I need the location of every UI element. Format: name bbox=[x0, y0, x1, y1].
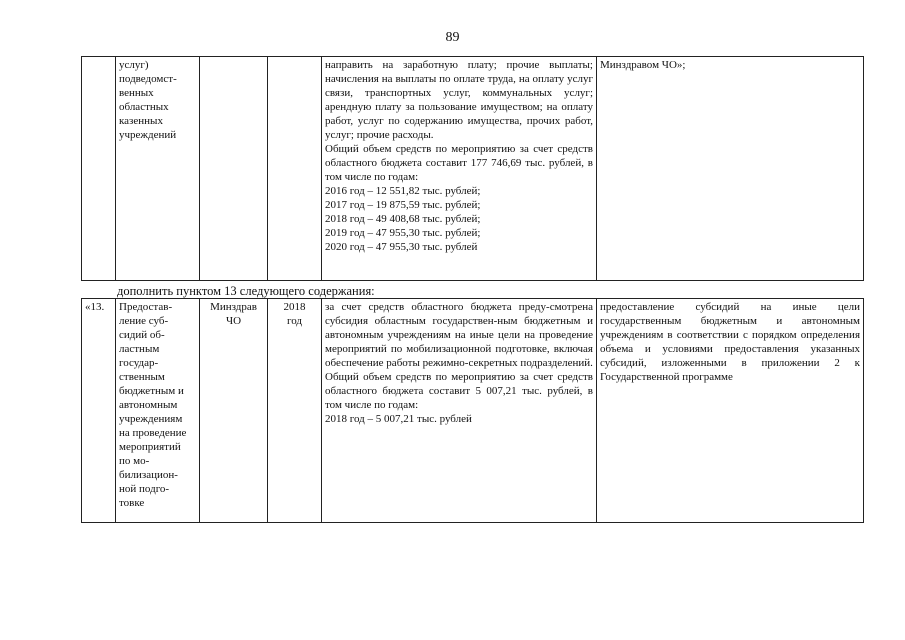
cell-number: «13. bbox=[82, 299, 116, 523]
page-number: 89 bbox=[445, 30, 460, 45]
cell-year: 2018 год bbox=[268, 299, 322, 523]
table-new-item bbox=[81, 298, 864, 523]
table-top-continuation bbox=[81, 56, 864, 281]
cell-number bbox=[82, 57, 116, 281]
cell-description: направить на заработную плату; прочие выплаты; начисления на выплаты по оплате труда, на оплату услуг связи, транспортных услуг, коммунальных услуг; арендную плату за пользование имуществом; на оплату работ, услуг по содержанию имущества, прочих работ, услуг; прочие расходы. Общий объем средств по мероприятию за счет средств областного бюджета составит 177 746,69 тыс. рублей, в том числе по годам: 2016 год – 12 551,82 тыс. рублей; 2017 год – 19 875,59 тыс. рублей; 2018 год – 49 408,68 тыс. рублей; 2019 год – 47 955,30 тыс. рублей; 2020 год – 47 955,30 тыс. рублей bbox=[322, 57, 597, 281]
cell-executor bbox=[200, 57, 268, 281]
cell-year bbox=[268, 57, 322, 281]
cell-description: за счет средств областного бюджета преду-смотрена субсидия областным государствен-ным бюджетным и автономным учреждениям на иные цели на проведение мероприятий по мобилизационной подготовке, включая обеспечение работы режимно-секретных подразделений. Общий объем средств по мероприятию за счет средств областного бюджета составит 5 007,21 тыс. рублей, в том числе по годам: 2018 год – 5 007,21 тыс. рублей bbox=[322, 299, 597, 523]
cell-right: Минздравом ЧО»; bbox=[597, 57, 864, 281]
cell-executor: Минздрав ЧО bbox=[200, 299, 268, 523]
cell-name: услуг) подведомст- венных областных казенных учреждений bbox=[116, 57, 200, 281]
table-row bbox=[82, 299, 864, 523]
cell-right: предоставление субсидий на иные цели государственным бюджетным и автономным учреждениям в соответствии с порядком определения объема и условиями предоставления указанных субсидий, изложенными в приложении 2 к Государственной программе bbox=[597, 299, 864, 523]
cell-name: Предостав- ление суб- сидий об- ластным государ- ственным бюджетным и автономным учреждениям на проведение мероприятий по мо- билизацион- ной подго- товке bbox=[116, 299, 200, 523]
table-row bbox=[82, 57, 864, 281]
intro-line: дополнить пунктом 13 следующего содержания: bbox=[117, 284, 375, 298]
